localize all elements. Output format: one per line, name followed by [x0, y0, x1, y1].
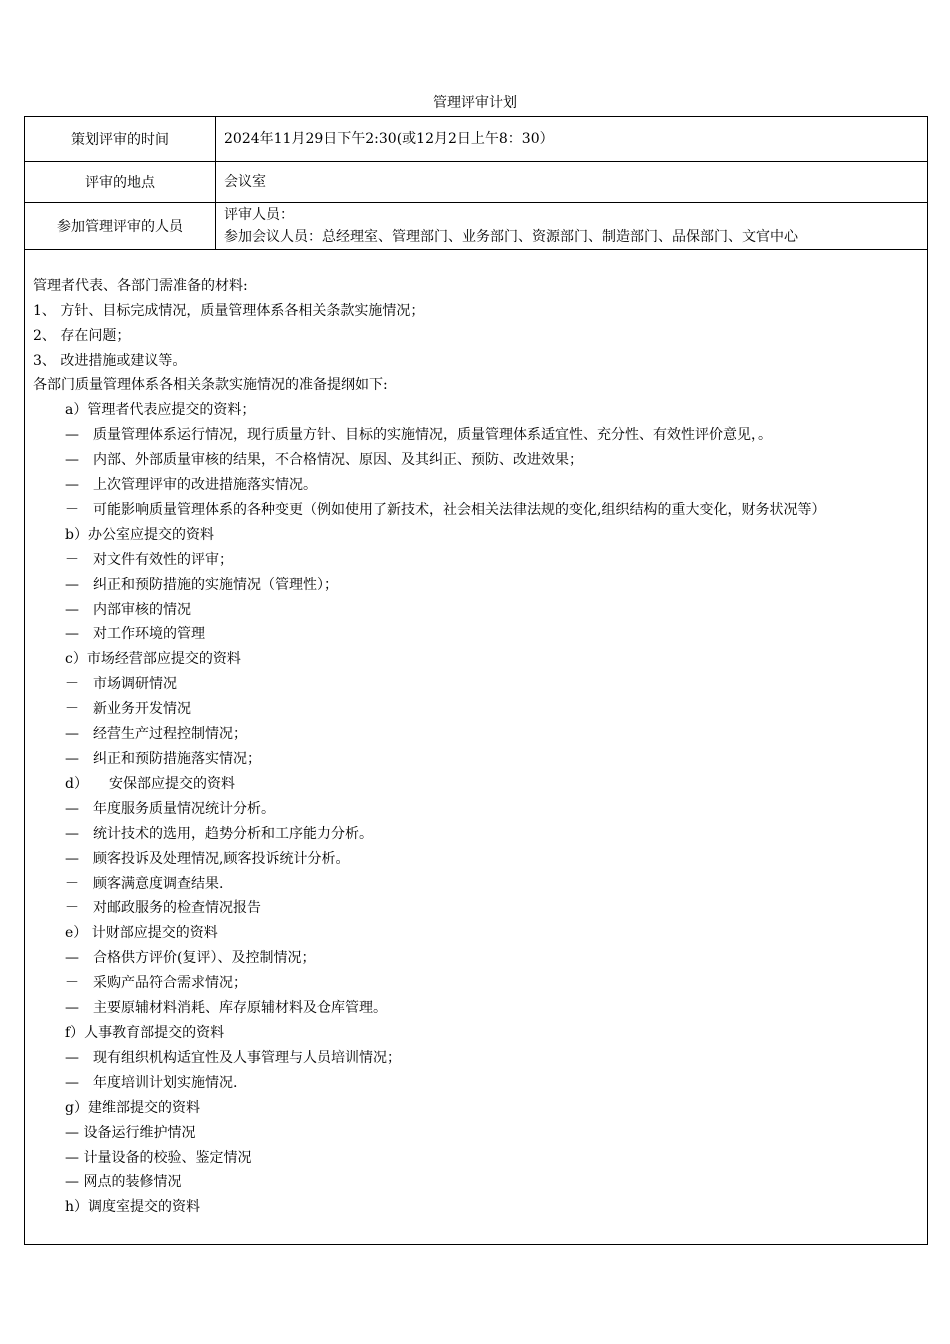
list-item: — 主要原辅材料消耗、库存原辅材料及仓库管理。: [65, 1000, 387, 1017]
list-item: — 纠正和预防措施落实情况；: [65, 751, 261, 767]
review-plan-table: [24, 116, 928, 1245]
list-item: 2、 存在问题；: [33, 327, 131, 344]
list-item: — 现有组织机构适宜性及人事管理与人员培训情况；: [65, 1049, 401, 1066]
list-item: f）人事教育部提交的资料: [65, 1024, 225, 1041]
row-value-location: [216, 162, 928, 203]
list-item: — 合格供方评价(复评）、及控制情况；: [65, 950, 316, 967]
list-item: — 纠正和预防措施的实施情况（管理性）；: [65, 576, 338, 593]
list-item: c）市场经营部应提交的资料: [65, 651, 241, 668]
list-item: — 质量管理体系运行情况，现行质量方针、目标的实施情况，质量管理体系适宜性、充分性、有效性评价意见，。: [65, 427, 772, 444]
list-item: — 内部、外部质量审核的结果，不合格情况、原因、及其纠正、预防、改进效果；: [65, 452, 583, 469]
list-item: — 内部审核的情况: [65, 601, 191, 618]
list-item: — 年度培训计划实施情况.: [65, 1074, 238, 1091]
list-item: － 市场调研情况: [65, 676, 177, 693]
row-label-time: 策划评审的时间: [25, 117, 216, 162]
table-row: [25, 250, 928, 1245]
list-item: － 新业务开发情况: [65, 701, 191, 718]
list-item: — 上次管理评审的改进措施落实情况。: [65, 477, 317, 494]
list-item: 各部门质量管理体系各相关条款实施情况的准备提纲如下:: [33, 377, 388, 394]
list-item: 3、 改进措施或建议等。: [33, 352, 187, 369]
list-item: — 年度服务质量情况统计分析。: [65, 800, 275, 817]
row-label-location: 评审的地点: [25, 162, 216, 203]
list-item: — 顾客投诉及处理情况,顾客投诉统计分析。: [65, 850, 350, 867]
list-item: — 设备运行维护情况: [65, 1124, 196, 1141]
list-item: d） 安保部应提交的资料: [65, 775, 235, 792]
value-line: 参加会议人员：总经理室、管理部门、业务部门、资源部门、制造部门、品保部门、文官中心: [224, 229, 798, 245]
list-item: — 对工作环境的管理: [65, 626, 205, 643]
list-item: － 对文件有效性的评审；: [65, 551, 233, 568]
list-item: 1、 方针、目标完成情况，质量管理体系各相关条款实施情况；: [33, 302, 425, 319]
row-value-participants: [216, 203, 928, 250]
list-item: g）建维部提交的资料: [65, 1099, 200, 1116]
row-value-time: [216, 117, 928, 162]
list-item: e） 计财部应提交的资料: [65, 925, 218, 942]
list-item: b）办公室应提交的资料: [65, 526, 214, 543]
table-row: [25, 117, 928, 162]
list-item: — 网点的装修情况: [65, 1174, 182, 1191]
list-item: — 计量设备的校验、鉴定情况: [65, 1149, 252, 1166]
value-line: 2024年11月29日下午2:30(或12月2日上午8：30）: [224, 131, 554, 147]
table-row: [25, 203, 928, 250]
list-item: 管理者代表、各部门需准备的材料:: [33, 277, 248, 294]
materials-section: [25, 250, 928, 1245]
list-item: － 采购产品符合需求情况；: [65, 975, 247, 992]
list-item: a）管理者代表应提交的资料；: [65, 402, 256, 419]
list-item: － 可能影响质量管理体系的各种变更（例如使用了新技术，社会相关法律法规的变化,组织结构的重大变化，财务状况等）: [65, 501, 826, 518]
value-line: 会议室: [224, 174, 266, 190]
list-item: － 对邮政服务的检查情况报告: [65, 900, 261, 917]
list-item: — 经营生产过程控制情况；: [65, 726, 247, 743]
value-line: 评审人员：: [224, 207, 294, 223]
list-item: － 顾客满意度调查结果.: [65, 875, 224, 892]
row-label-participants: 参加管理评审的人员: [25, 203, 216, 250]
list-item: — 统计技术的选用，趋势分析和工序能力分析。: [65, 825, 373, 842]
list-item: h）调度室提交的资料: [65, 1199, 201, 1216]
table-row: [25, 162, 928, 203]
materials-list: [33, 274, 919, 1220]
document-title: 管理评审计划: [433, 95, 517, 111]
